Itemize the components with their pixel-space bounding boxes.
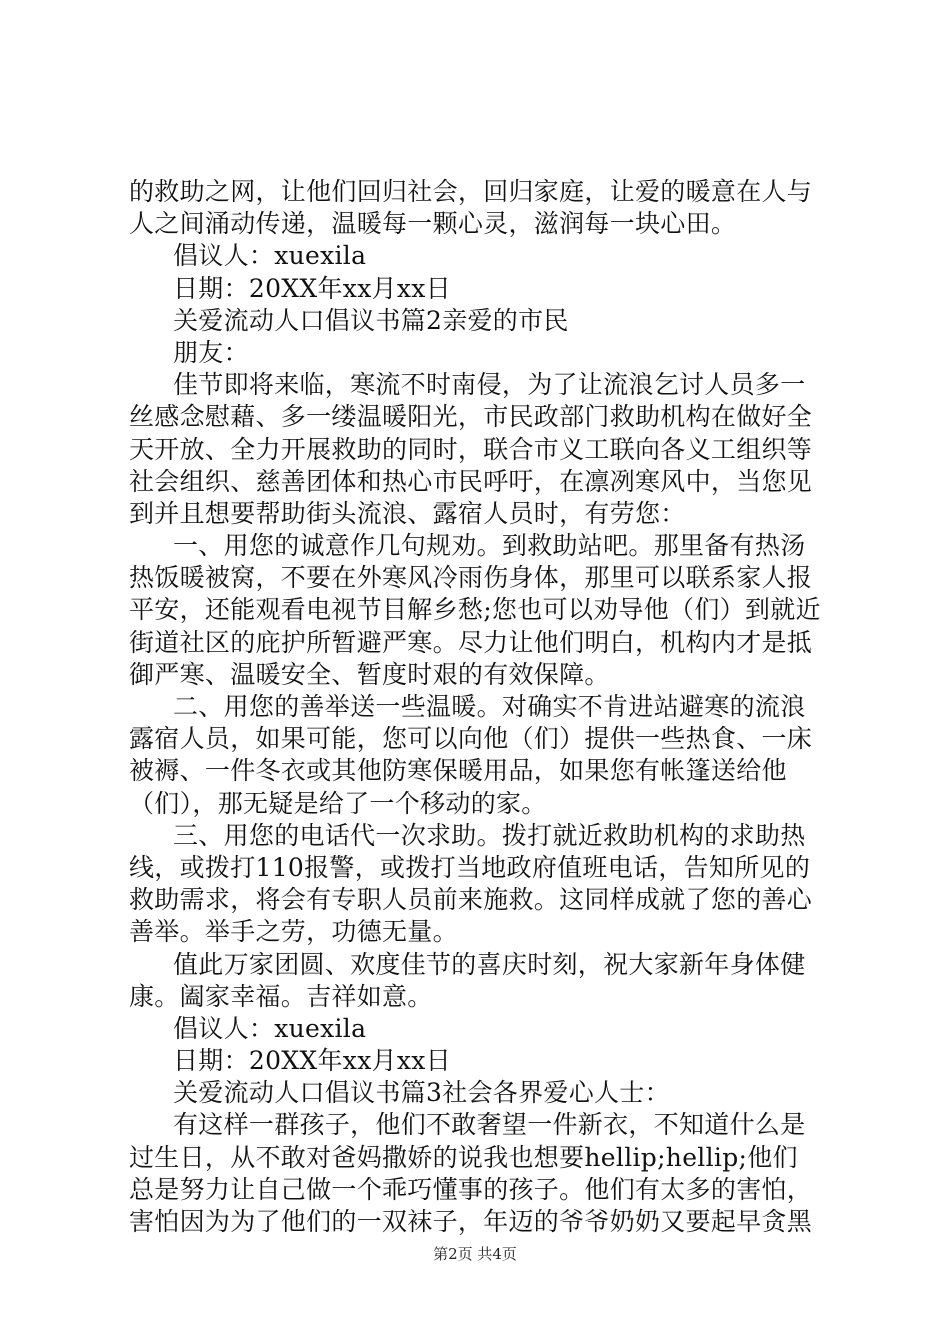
document-body [129,176,829,1238]
text-line: 御严寒、温暖安全、暂度时艰的有效保障。 [129,659,610,689]
text-line: 善举。举手之劳，功德无量。 [129,917,458,947]
text-line: 关爱流动人口倡议书篇2亲爱的市民 [173,305,569,335]
text-line: 佳节即将来临，寒流不时南侵，为了让流浪乞讨人员多一 [173,370,806,400]
text-line: 社会组织、慈善团体和热心市民呼吁，在凛冽寒风中，当您见 [129,466,813,496]
text-line: 露宿人员，如果可能，您可以向他（们）提供一些热食、一床 [129,724,813,754]
text-line: 害怕因为为了他们的一双袜子，年迈的爷爷奶奶又要起早贪黑 [129,1207,813,1236]
text-line: 丝感念慰藉、多一缕温暖阳光，市民政部门救助机构在做好全 [129,402,813,432]
text-line: 过生日，从不敢对爸妈撒娇的说我也想要hellip;hellip;他们 [129,1142,798,1172]
text-line: 总是努力让自己做一个乖巧懂事的孩子。他们有太多的害怕， [129,1174,813,1204]
text-line: 到并且想要帮助街头流浪、露宿人员时，有劳您： [129,498,686,528]
text-line: 关爱流动人口倡议书篇3社会各界爱心人士： [173,1078,670,1108]
text-line: 被褥、一件冬衣或其他防寒保暖用品，如果您有帐篷送给他 [129,756,787,786]
text-line: 有这样一群孩子，他们不敢奢望一件新衣，不知道什么是 [173,1110,806,1140]
text-line: 三、用您的电话代一次求助。拨打就近救助机构的求助热 [173,820,806,850]
text-line: 的救助之网，让他们回归社会，回归家庭，让爱的暖意在人与 [129,177,813,206]
text-line: （们），那无疑是给了一个移动的家。 [129,788,547,818]
text-line: 天开放、全力开展救助的同时，联合市义工联向各义工组织等 [129,434,813,464]
text-line: 热饭暖被窝，不要在外寒风冷雨伤身体，那里可以联系家人报 [129,563,813,593]
text-line: 值此万家团圆、欢度佳节的喜庆时刻，祝大家新年身体健 [173,949,806,979]
text-line: 日期：20XX年xx月xx日 [173,273,452,303]
text-line: 倡议人：xuexila [173,241,367,271]
text-line: 日期：20XX年xx月xx日 [173,1046,452,1076]
text-line: 二、用您的善举送一些温暖。对确实不肯进站避寒的流浪 [173,692,806,721]
page-footer: 第2页 共4页 [433,1245,517,1263]
text-line: 救助需求，将会有专职人员前来施救。这同样成就了您的善心 [129,885,813,915]
text-line: 倡议人：xuexila [173,1013,367,1043]
text-line: 朋友： [173,337,249,367]
text-line: 街道社区的庇护所暂避严寒。尽力让他们明白，机构内才是抵 [129,627,813,657]
text-line: 线，或拨打110报警，或拨打当地政府值班电话，告知所见的 [129,852,811,882]
text-line: 人之间涌动传递，温暖每一颗心灵，滋润每一块心田。 [129,209,737,239]
text-line: 平安，还能观看电视节目解乡愁;您也可以劝导他（们）到就近 [129,595,821,625]
text-line: 一、用您的诚意作几句规劝。到救助站吧。那里备有热汤 [173,531,806,561]
text-line: 康。阖家幸福。吉祥如意。 [129,981,433,1011]
